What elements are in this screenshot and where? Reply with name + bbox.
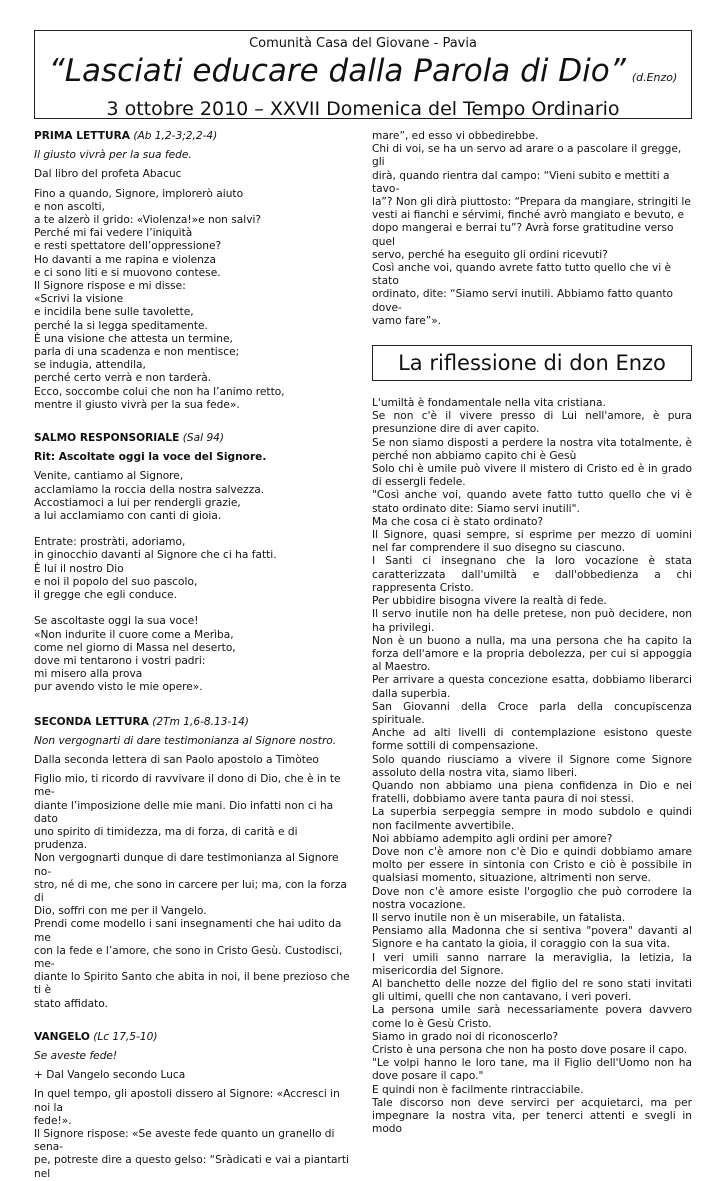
reflection-paragraph: Tale discorso non deve servirci per acquietarci, ma per impegnare la nostra vita, per tenerci attenti e svegli in modo — [372, 1096, 692, 1136]
text-line: servo, perché ha eseguito gli ordini ricevuti? — [372, 248, 608, 261]
reflection-paragraph: La superbia serpeggia sempre in modo subdolo e quindi non facilmente avvertibile. — [372, 806, 692, 832]
verse-line: È una visione che attesta un termine, — [34, 332, 233, 345]
vangelo-text — [34, 1088, 352, 1180]
reflection-paragraph: Dove non c'è amore esiste l'orgoglio che può corrodere la nostra vocazione. — [372, 885, 692, 911]
reflection-paragraph: Il servo inutile non è un miserabile, un fatalista. — [372, 911, 626, 924]
prima-heading — [34, 130, 352, 143]
reflection-paragraph: La persona umile sarà necessariamente povera davvero come lo è Gesù Cristo. — [372, 1004, 692, 1030]
verse-line: Ho davanti a me rapina e violenza — [34, 253, 216, 266]
salmo-label: SALMO RESPONSORIALE — [34, 432, 180, 445]
reflection-paragraph: Per arrivare a questa concezione esatta, dobbiamo liberarci dalla superbia. — [372, 674, 692, 700]
vangelo-ref: (Lc 17,5-10) — [93, 1030, 158, 1043]
reflection-paragraph: Solo quando riusciamo a vivere il Signore come Signore assoluto della nostra vita, siamo liberi. — [372, 753, 692, 779]
seconda-heading — [34, 716, 352, 729]
verse-line: e non ascolti, — [34, 200, 105, 213]
prima-text — [34, 188, 352, 412]
salmo-text — [34, 470, 352, 694]
verse-line: Se ascoltaste oggi la sua voce! — [34, 615, 199, 628]
seconda-lettura — [34, 716, 352, 1011]
reflection-paragraph: Cristo è una persona che non ha posto dove posare il capo. — [372, 1044, 688, 1056]
text-line: la”? Non gli dirà piuttosto: “Prepara da mangiare, stringiti le — [372, 196, 691, 209]
text-line: vesti ai fianchi e sérvimi, finché avrò mangiato e bevuto, e — [372, 209, 685, 222]
prima-lettura — [34, 130, 352, 412]
salmo-ref: (Sal 94) — [182, 432, 225, 445]
verse-line: come nel giorno di Massa nel deserto, — [34, 641, 236, 654]
verse-line: e ci sono liti e si muovono contese. — [34, 266, 221, 279]
prima-ref: (Ab 1,2-3;2,2-4) — [133, 130, 218, 142]
verse-line: dove mi tentarono i vostri padri: — [34, 654, 206, 667]
verse-line: parla di una scadenza e non mentisce; — [34, 346, 240, 359]
vangelo-label: VANGELO — [34, 1030, 90, 1043]
psalm-stanza — [34, 536, 352, 602]
verse-line: perché certo verrà e non tarderà. — [34, 372, 212, 385]
text-line: ordinato, dite: “Siamo servi inutili. Abbiamo fatto quanto dove- — [372, 288, 674, 314]
reflection-paragraph: I Santi ci insegnano che la loro vocazione è stata caratterizzata dall'umiltà e dall'obbedienza a chi rappresenta Cristo. — [372, 555, 692, 594]
reflection-paragraph: Quando non abbiamo una piena confidenza in Dio e nei fratelli, dobbiamo avere tanta paura di noi stessi. — [372, 779, 692, 806]
title-signature: (d.Enzo) — [631, 71, 678, 84]
text-line: stato affidato. — [34, 997, 108, 1010]
verse-line: Perché mi fai vedere l’iniquità — [34, 227, 193, 240]
reflection-paragraph: Il Signore, quasi sempre, si esprime per mezzo di uomini nel far comprendere il suo disegno su ciascuno. — [372, 529, 692, 555]
reflection-paragraph: Dove non c'è amore non c'è Dio e quindi dobbiamo amare molto per essere in sintonia con Cristo e ciò è possibile in qualsiasi momento, situazione, altrimenti non serve. — [372, 845, 692, 885]
text-line: Prendi come modello i sani insegnamenti che hai udito da me — [34, 918, 342, 944]
verse-line: acclamiamo la roccia della nostra salvezza. — [34, 483, 265, 496]
verse-line: mi misero alla prova — [34, 668, 143, 681]
verse-line: pur avendo visto le mie opere». — [34, 681, 203, 694]
verse-line: a lui acclamiamo con canti di gioia. — [34, 510, 222, 523]
riflessione-text — [372, 397, 692, 1136]
verse-line: Fino a quando, Signore, implorerò aiuto — [34, 187, 244, 200]
text-line: dopo mangerai e berrai tu”? Avrà forse gratitudine verso quel — [372, 222, 674, 248]
liturgical-date: 3 ottobre 2010 – XXVII Domenica del Tempo Ordinario — [106, 98, 620, 120]
text-line: uno spirito di timidezza, ma di forza, di carità e di prudenza. — [34, 825, 298, 852]
verse-line: il gregge che egli conduce. — [34, 589, 178, 602]
reflection-paragraph: Pensiamo alla Madonna che si sentiva "povera" davanti al Signore e ha cantato la gioia, il coraggio con la sua vita. — [372, 925, 692, 951]
reflection-paragraph: Se non siamo disposti a perdere la nostra vita totalmente, è perché non abbiamo capito chi è Gesù — [372, 436, 692, 462]
text-line: fede!». — [34, 1114, 72, 1127]
page-title — [35, 53, 691, 96]
salmo-responsoriale — [34, 432, 352, 694]
seconda-subtitle: Non vergognarti di dare testimonianza al Signore nostro. — [34, 734, 337, 747]
text-line: dirà, quando rientra dal campo: “Vieni subito e mettiti a tavo- — [372, 169, 670, 195]
verse-line: È lui il nostro Dio — [34, 562, 124, 575]
verse-line: Il Signore rispose e mi disse: — [34, 280, 186, 293]
verse-line: e incidila bene sulle tavolette, — [34, 306, 194, 319]
reflection-paragraph: Non è un buono a nulla, ma una persona che ha capito la forza dell'amore e la propria debolezza, per cui si appoggia al Maestro. — [372, 634, 692, 674]
seconda-ref: (2Tm 1,6-8.13-14) — [152, 715, 249, 728]
reflection-paragraph: E quindi non è facilmente rintracciabile. — [372, 1083, 584, 1096]
reflection-paragraph: Il servo inutile non ha delle pretese, non può decidere, non ha privilegi. — [372, 608, 692, 634]
verse-line: mentre il giusto vivrà per la sua fede». — [34, 398, 240, 411]
text-line: pe, potreste dire a questo gelso: “Sràdicati e vai a piantarti nel — [34, 1154, 349, 1180]
verse-line: «Non indurite il cuore come a Merìba, — [34, 628, 234, 641]
prima-label: PRIMA LETTURA — [34, 130, 130, 142]
vangelo-subtitle: Se aveste fede! — [34, 1049, 118, 1062]
right-column — [372, 130, 692, 1136]
verse-line: in ginocchio davanti al Signore che ci ha fatti. — [34, 549, 277, 562]
reflection-paragraph: Ma che cosa ci è stato ordinato? — [372, 515, 544, 528]
header-box — [34, 30, 692, 119]
reflection-paragraph: Anche ad alti livelli di contemplazione esistono queste forme sottili di compensazione. — [372, 727, 692, 753]
reflection-paragraph: Al banchetto delle nozze del figlio del re sono stati invitati gli ultimi, quelli che non cantavano, i veri poveri. — [372, 977, 692, 1004]
text-line: stro, né di me, che sono in carcere per lui; ma, con la forza di — [34, 878, 347, 904]
seconda-label: SECONDA LETTURA — [34, 715, 149, 728]
verse-line: Venite, cantiamo al Signore, — [34, 470, 184, 483]
verse-line: Accostiamoci a lui per rendergli grazie, — [34, 496, 241, 509]
verse-line: Ecco, soccombe colui che non ha l’animo retto, — [34, 385, 285, 398]
vangelo-continuation — [372, 130, 692, 328]
seconda-source: Dalla seconda lettera di san Paolo apostolo a Timòteo — [34, 753, 319, 766]
reflection-paragraph: "Le volpi hanno le loro tane, ma il Figlio dell'Uomo non ha dove posare il capo." — [372, 1057, 692, 1083]
reflection-paragraph: Se non c'è il vivere presso di Lui nell'amore, è pura presunzione dire di aver capito. — [372, 410, 692, 436]
verse-line: se indugia, attendila, — [34, 359, 146, 372]
text-line: diante lo Spirito Santo che abita in noi, il bene prezioso che ti è — [34, 971, 350, 997]
text-line: Figlio mio, ti ricordo di ravvivare il dono di Dio, che è in te me- — [34, 773, 341, 799]
text-line: Dio, soffri con me per il Vangelo. — [34, 905, 207, 918]
text-line: Chi di voi, se ha un servo ad arare o a pascolare il gregge, gli — [372, 143, 682, 169]
community-name: Comunità Casa del Giovane - Pavia — [249, 36, 477, 51]
text-line: Così anche voi, quando avrete fatto tutto quello che vi è stato — [372, 262, 672, 288]
reflection-paragraph: I veri umili sanno narrare la meraviglia, la letizia, la misericordia del Signore. — [372, 951, 692, 977]
text-line: diante l’imposizione delle mie mani. Dio infatti non ci ha dato — [34, 799, 334, 825]
text-line: Non vergognarti dunque di dare testimonianza al Signore no- — [34, 852, 339, 878]
text-line: In quel tempo, gli apostoli dissero al Signore: «Accresci in noi la — [34, 1088, 340, 1114]
title-text: “Lasciati educare dalla Parola di Dio” — [48, 53, 626, 89]
salmo-refrain: Rit: Ascoltate oggi la voce del Signore. — [34, 451, 267, 464]
reflection-paragraph: Solo chi è umile può vivere il mistero di Cristo ed è in grado di essergli fedele. — [372, 463, 692, 489]
reflection-paragraph: Noi abbiamo adempito agli ordini per amore? — [372, 832, 613, 845]
prima-subtitle: Il giusto vivrà per la sua fede. — [34, 149, 192, 162]
verse-line: e resti spettatore dell’oppressione? — [34, 240, 222, 253]
seconda-text — [34, 773, 352, 1011]
text-line: vamo fare”». — [372, 314, 442, 327]
psalm-stanza — [34, 615, 352, 694]
salmo-heading — [34, 432, 352, 445]
vangelo-heading — [34, 1031, 352, 1044]
text-line: con la fede e l’amore, che sono in Cristo Gesù. Custodisci, me- — [34, 944, 343, 970]
verse-line: Entrate: prostràti, adoriamo, — [34, 536, 186, 549]
vangelo — [34, 1031, 352, 1181]
psalm-stanza — [34, 470, 352, 523]
reflection-paragraph: San Giovanni della Croce parla della concupiscenza spirituale. — [372, 700, 692, 726]
verse-line: e noi il popolo del suo pascolo, — [34, 575, 198, 588]
prima-source: Dal libro del profeta Abacuc — [34, 168, 182, 181]
left-column — [34, 130, 352, 1181]
reflection-paragraph: Per ubbidire bisogna vivere la realtà di fede. — [372, 595, 607, 608]
reflection-paragraph: Siamo in grado noi di riconoscerlo? — [372, 1030, 559, 1043]
reflection-paragraph: "Così anche voi, quando avete fatto tutto quello che vi è stato ordinato dite: Siamo servi inutili". — [372, 489, 692, 515]
verse-line: perché la si legga speditamente. — [34, 319, 208, 332]
reflection-paragraph: L'umiltà è fondamentale nella vita cristiana. — [372, 397, 606, 410]
vangelo-source: + Dal Vangelo secondo Luca — [34, 1069, 186, 1082]
verse-line: «Scrivi la visione — [34, 293, 124, 306]
verse-line: a te alzerò il grido: «Violenza!»e non salvi? — [34, 214, 262, 227]
text-line: Il Signore rispose: «Se aveste fede quanto un granello di sena- — [34, 1128, 335, 1154]
text-line: mare”, ed esso vi obbedirebbe. — [372, 130, 539, 142]
riflessione-title: La riflessione di don Enzo — [372, 345, 692, 381]
